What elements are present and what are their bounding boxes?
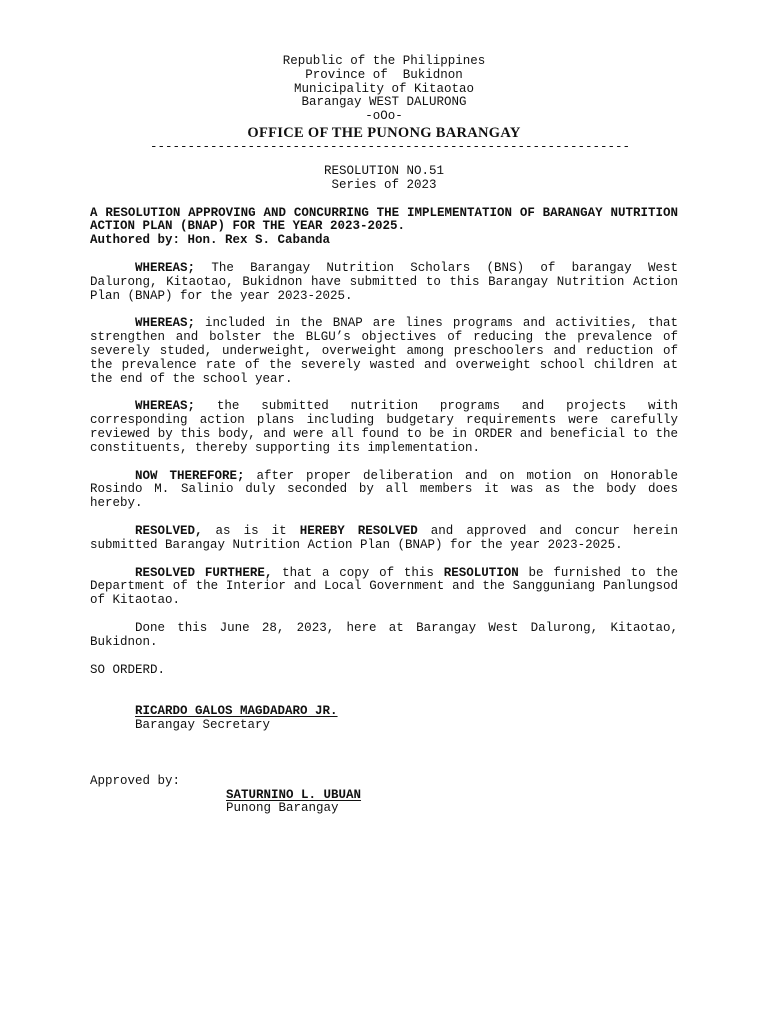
- whereas-lead: WHEREAS;: [135, 399, 196, 414]
- resolution-document: [90, 55, 678, 816]
- secretary-title: Barangay Secretary: [135, 718, 271, 733]
- paragraph-text: after proper deliberation and on motion on Honorable Rosindo M. Salinio duly seconded by all members it was as the body does hereby.: [90, 468, 678, 511]
- resolved-paragraph: [90, 525, 678, 553]
- header-province: Province of Bukidnon: [305, 67, 463, 82]
- paragraph-text: The Barangay Nutrition Scholars (BNS) of barangay West Dalurong, Kitaotao, Bukidnon have submitted to this Barangay Nutrition Action Plan (BNAP) for the year 2023-2025.: [90, 260, 678, 303]
- closing-line: SO ORDERD.: [90, 662, 166, 677]
- paragraph-text: be furnished to the Department of the Interior and Local Government and the Sangguniang Panlungsod of Kitaotao.: [90, 565, 678, 608]
- punong-barangay-title: Punong Barangay: [226, 801, 339, 816]
- resolution-author: Authored by: Hon. Rex S. Cabanda: [90, 233, 331, 248]
- hereby-resolved-phrase: HEREBY RESOLVED: [299, 523, 418, 538]
- header-barangay: Barangay WEST DALURONG: [301, 95, 467, 110]
- resolution-heading: [90, 165, 678, 193]
- paragraph-text: Done this June 28, 2023, here at Barangay West Dalurong, Kitaotao, Bukidnon.: [90, 620, 678, 649]
- resolved-lead: RESOLVED,: [135, 523, 203, 538]
- resolved-further-lead: RESOLVED FURTHERE,: [135, 565, 273, 580]
- header-ornament: -oOo-: [365, 109, 403, 124]
- whereas-lead: WHEREAS;: [135, 316, 196, 331]
- now-therefore-paragraph: [90, 470, 678, 511]
- resolution-title: A RESOLUTION APPROVING AND CONCURRING THE IMPLEMENTATION OF BARANGAY NUTRITION ACTION PLAN (BNAP) FOR THE YEAR 2023-2025.: [90, 205, 678, 234]
- paragraph-text: that a copy of this: [272, 565, 444, 580]
- whereas-paragraph-1: [90, 262, 678, 303]
- resolved-further-paragraph: [90, 567, 678, 608]
- secretary-name: RICARDO GALOS MAGDADARO JR.: [135, 704, 338, 719]
- secretary-signature-block: [135, 705, 678, 733]
- whereas-paragraph-3: [90, 400, 678, 455]
- paragraph-text: and approved and concur herein submitted Barangay Nutrition Action Plan (BNAP) for the year 2023-2025.: [90, 523, 678, 552]
- resolution-title-block: [90, 207, 678, 248]
- now-therefore-lead: NOW THEREFORE;: [135, 468, 245, 483]
- approved-by-label: Approved by:: [90, 773, 181, 788]
- paragraph-text: included in the BNAP are lines programs and activities, that strengthen and bolster the BLGU’s objectives of reducing the prevalence of severely studed, underweight, overweight among preschoolers and reduction of the prevalence rate of the severely wasted and overweight school children at the end of the school year.: [90, 316, 678, 386]
- resolution-number: RESOLUTION NO.51: [323, 163, 445, 178]
- punong-barangay-name: SATURNINO L. UBUAN: [226, 787, 362, 802]
- resolution-word: RESOLUTION: [443, 565, 519, 580]
- done-paragraph: [90, 622, 678, 650]
- resolution-series: Series of 2023: [331, 177, 437, 192]
- header-divider: ----------------------------------------------------------------: [149, 140, 631, 153]
- punong-barangay-signature-block: [226, 789, 678, 817]
- letterhead: [90, 55, 678, 141]
- header-republic: Republic of the Philippines: [282, 54, 486, 68]
- paragraph-text: as is it: [202, 523, 300, 538]
- paragraph-text: the submitted nutrition programs and projects with corresponding action plans including budgetary requirements were carefully reviewed by this body, and were all found to be in ORDER and beneficial to the constituents, thereby supporting its implementation.: [90, 399, 678, 455]
- whereas-paragraph-2: [90, 317, 678, 386]
- office-title: OFFICE OF THE PUNONG BARANGAY: [247, 124, 521, 141]
- header-municipality: Municipality of Kitaotao: [293, 81, 475, 96]
- whereas-lead: WHEREAS;: [135, 260, 196, 275]
